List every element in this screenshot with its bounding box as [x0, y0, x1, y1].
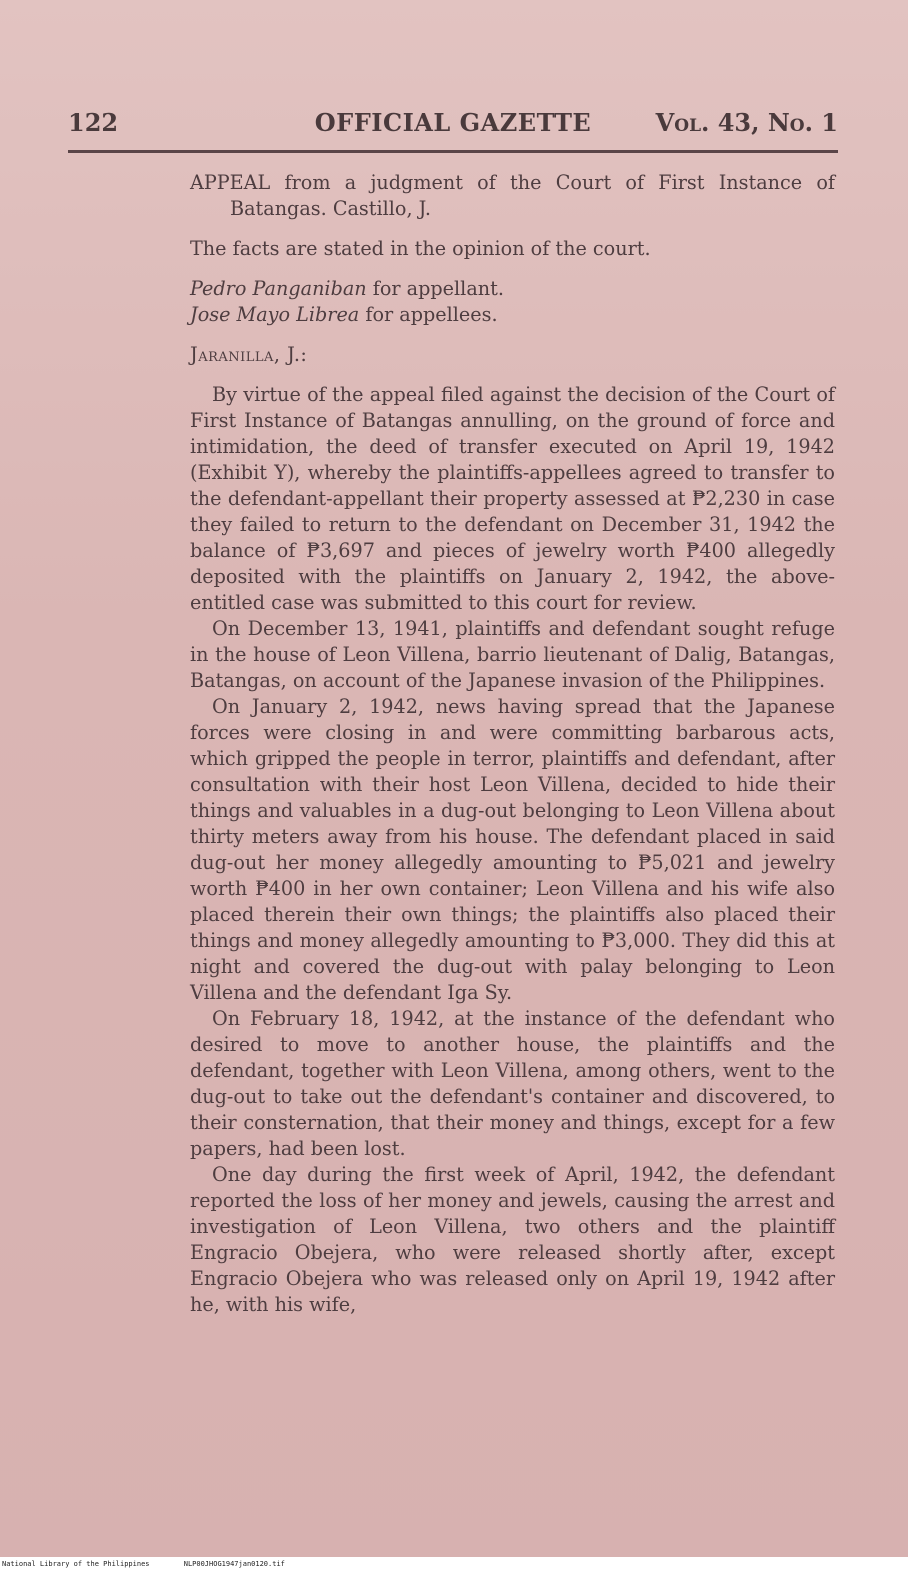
counsel-appellee [190, 302, 835, 328]
page-number: 122 [68, 108, 119, 137]
header-rule [68, 150, 838, 153]
opinion-paragraph: On January 2, 1942, news having spread that the Japanese forces were closing in and were committing barbarous acts, which gripped the people in terror, plaintiffs and defendant, after consultation with their host Leon Villena, decided to hide their things and valuables in a dug-out belonging to Leon Villena about thirty meters away from his house. The defendant placed in said dug-out her money allegedly amounting to ₱5,021 and jewelry worth ₱400 in her own container; Leon Villena and his wife also placed therein their own things; the plaintiffs also placed their things and money allegedly amounting to ₱3,000. They did this at night and covered the dug-out with palay belonging to Leon Villena and the defendant Iga Sy. [190, 695, 835, 1004]
footer-source: National Library of the Philippines [2, 1560, 150, 1568]
appellant-counsel-name: Pedro Panganiban [190, 277, 367, 300]
appeal-line: APPEAL from a judgment of the Court of First Instance of Batangas. Castillo, J. [190, 171, 835, 220]
appellant-counsel-role: for appellant. [366, 277, 504, 300]
page-header [68, 108, 838, 148]
facts-statement: The facts are stated in the opinion of the court. [190, 237, 651, 260]
volume-issue: Vol. 43, No. 1 [655, 108, 838, 137]
document-body [190, 170, 835, 1318]
publication-title: OFFICIAL GAZETTE [314, 108, 592, 137]
opinion-paragraph: On February 18, 1942, at the instance of the defendant who desired to move to another house, the plaintiffs and the defendant, together with Leon Villena, among others, went to the dug-out to take out the defendant's container and discovered, to their consternation, that their money and things, except for a few papers, had been lost. [190, 1007, 835, 1160]
footer-file: NLP00JHOG1947jan0120.tif [183, 1560, 285, 1568]
counsel-appellant [190, 276, 835, 302]
scan-footer [0, 1557, 908, 1571]
opinion-paragraph: By virtue of the appeal filed against the decision of the Court of First Instance of Batangas annulling, on the ground of force and intimidation, the deed of transfer executed on April 19, 1942 (Exhibit Y), whereby the plaintiffs-appellees agreed to transfer to the defendant-appellant their property assessed at ₱2,230 in case they failed to return to the defendant on December 31, 1942 the balance of ₱3,697 and pieces of jewelry worth ₱400 allegedly deposited with the plaintiffs on January 2, 1942, the above-entitled case was submitted to this court for review. [190, 383, 835, 614]
opinion-paragraph: One day during the first week of April, 1942, the defendant reported the loss of her money and jewels, causing the arrest and investigation of Leon Villena, two others and the plaintiff Engracio Obejera, who were released shortly after, except Engracio Obejera who was released only on April 19, 1942 after he, with his wife, [190, 1163, 835, 1316]
justice-name: Jaranilla, J.: [190, 343, 308, 366]
opinion-paragraph: On December 13, 1941, plaintiffs and defendant sought refuge in the house of Leon Villena, barrio lieutenant of Dalig, Batangas, Batangas, on account of the Japanese invasion of the Philippines. [190, 617, 835, 692]
appellee-counsel-name: Jose Mayo Librea [190, 303, 360, 326]
appellee-counsel-role: for appellees. [359, 303, 498, 326]
